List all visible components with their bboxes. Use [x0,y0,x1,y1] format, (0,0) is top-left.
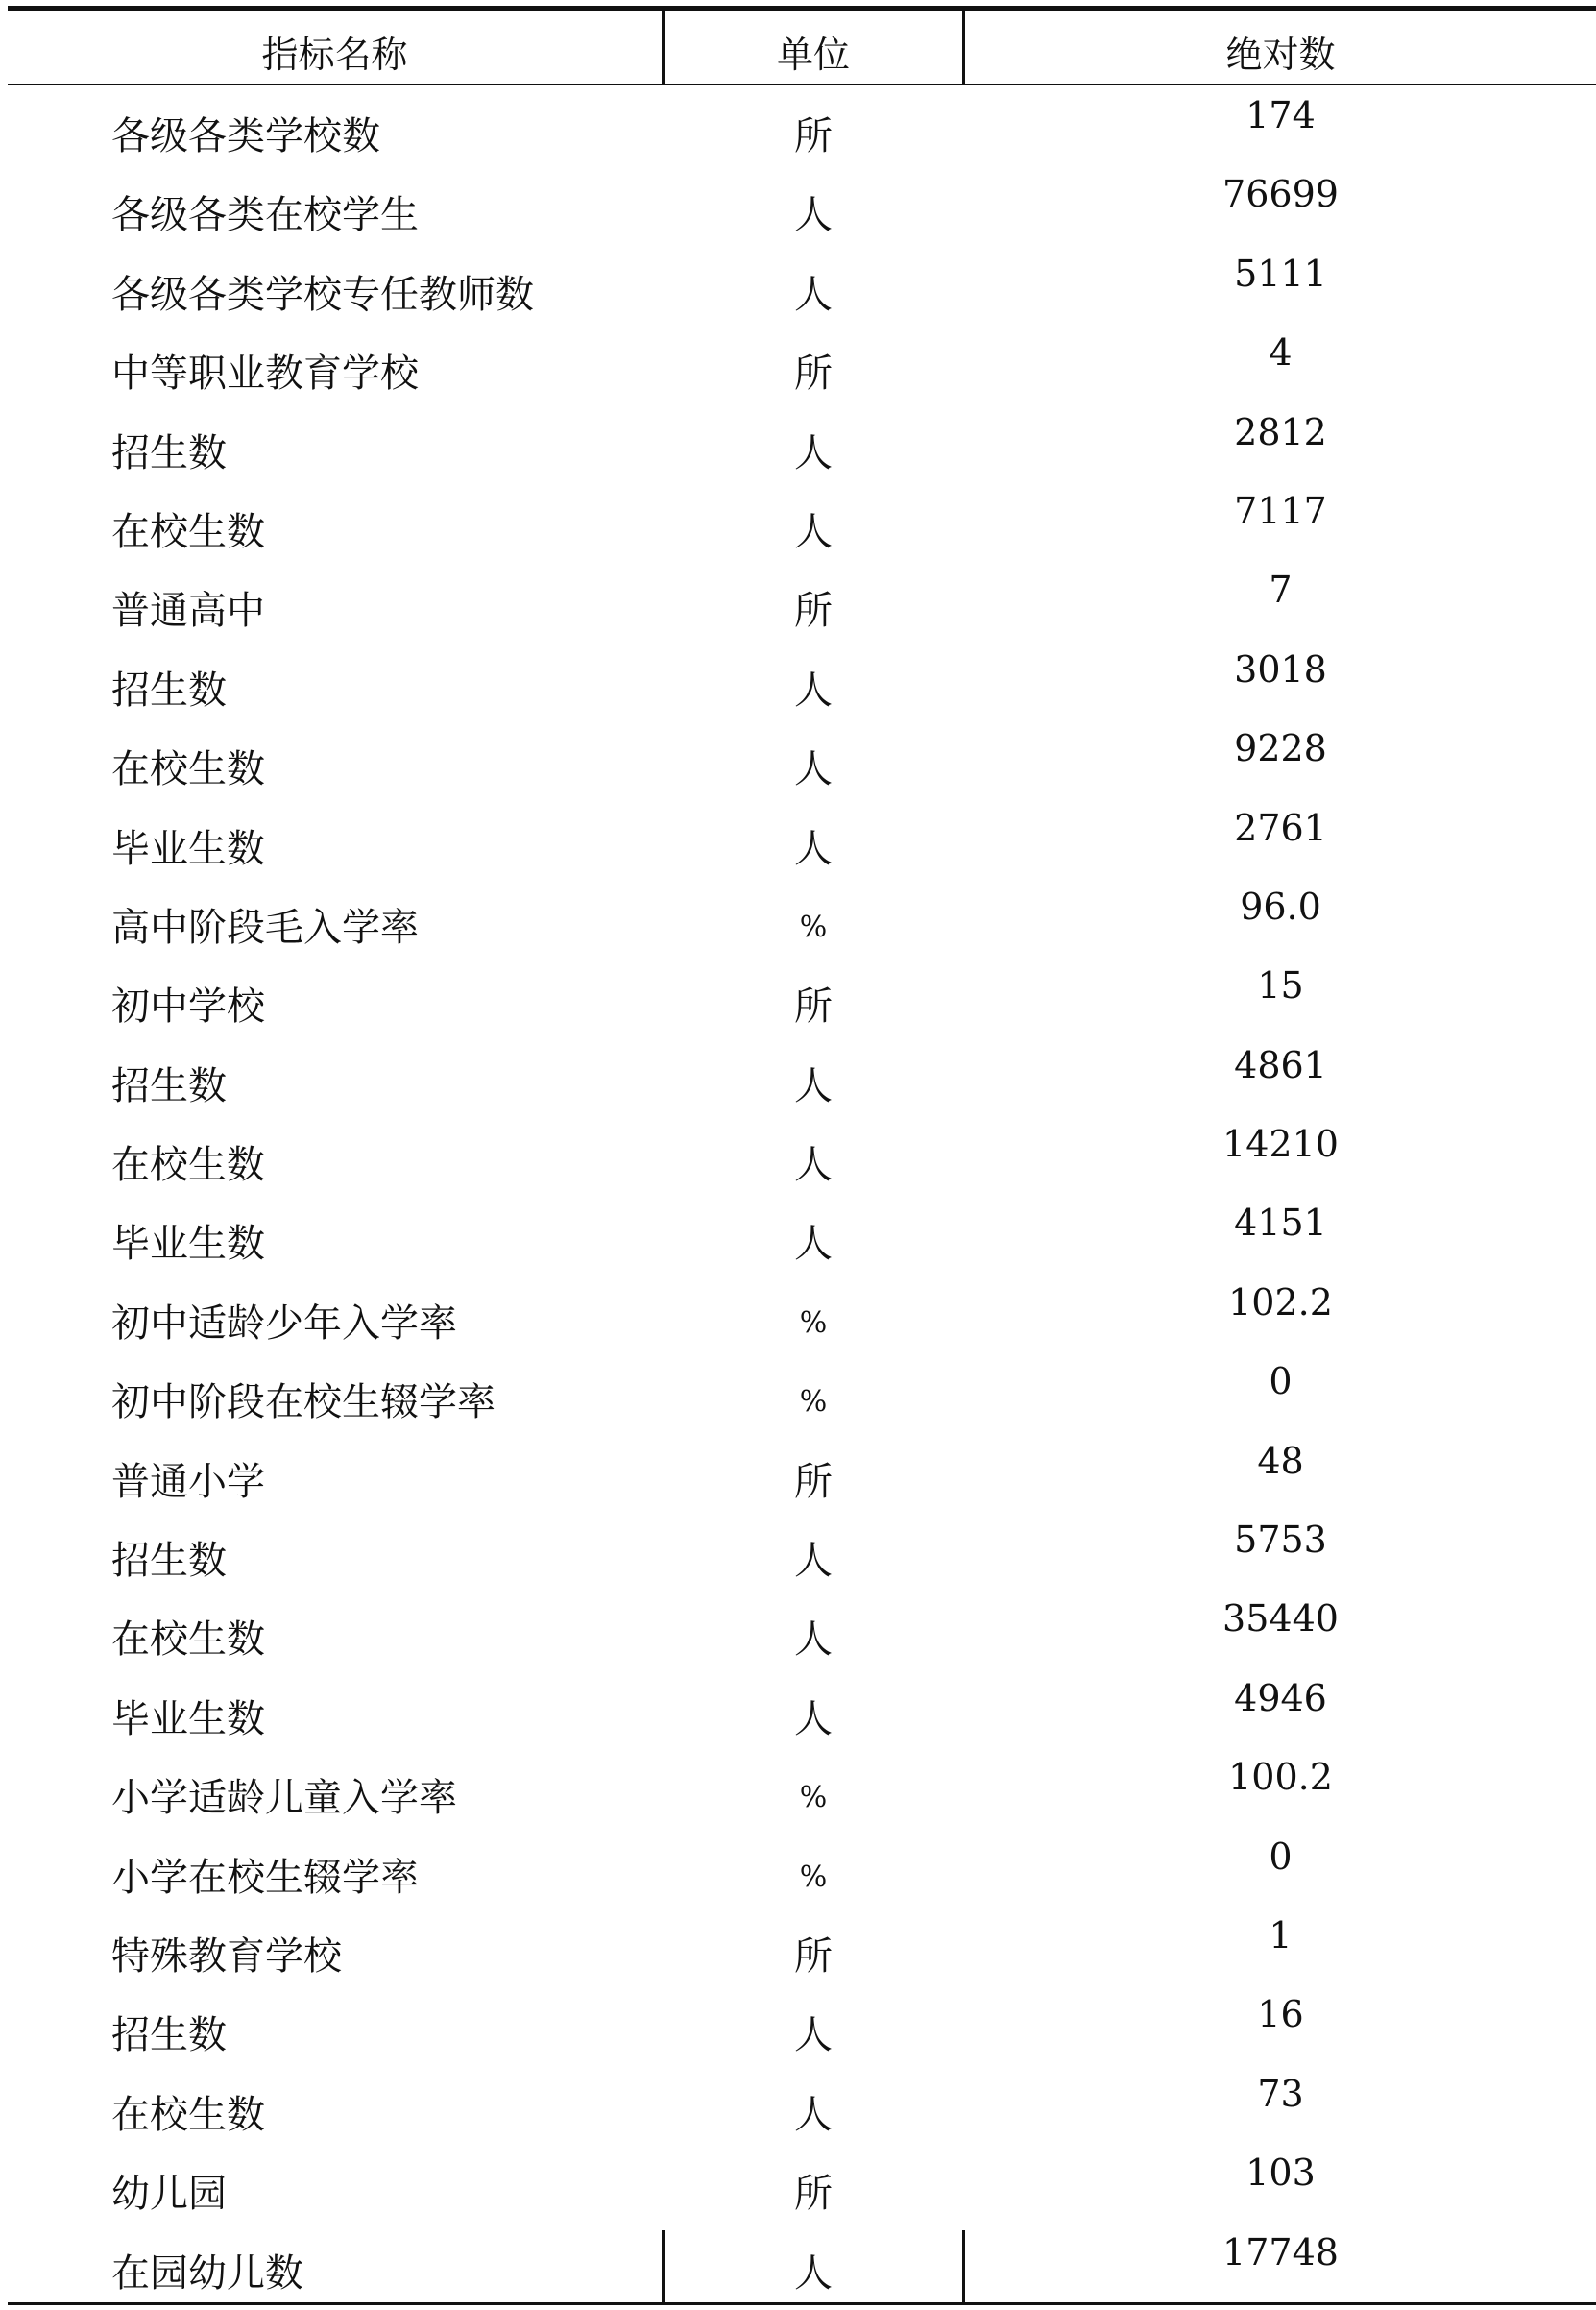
table-row [8,1035,1596,1114]
indicator-name: 在校生数 [111,1143,265,1188]
table-row [8,85,1596,164]
indicator-unit: % [799,1860,828,1894]
indicator-unit: 人 [794,1222,833,1267]
statistics-table [8,6,1596,2304]
indicator-value: 100.2 [1228,1756,1333,1799]
table-row [8,560,1596,639]
indicator-value: 4861 [1234,1043,1327,1086]
indicator-unit: 人 [794,2250,833,2296]
indicator-name: 招生数 [111,430,227,475]
indicator-unit: 人 [794,1617,833,1663]
indicator-unit: % [799,1305,828,1340]
indicator-unit: % [799,1385,828,1420]
indicator-name: 初中适龄少年入学率 [111,1301,457,1346]
table-row [8,1747,1596,1826]
indicator-name: 中等职业教育学校 [111,352,419,397]
indicator-unit: 所 [794,1933,833,1979]
indicator-value: 76699 [1222,173,1339,216]
indicator-name: 在校生数 [111,1617,265,1663]
indicator-value: 102.2 [1228,1280,1333,1324]
table-row [8,1351,1596,1430]
table-row [8,1906,1596,1984]
indicator-name: 在校生数 [111,747,265,792]
indicator-name: 特殊教育学校 [111,1933,342,1979]
indicator-unit: 所 [794,1459,833,1504]
header-absolute-value: 绝对数 [1225,34,1336,76]
indicator-value: 17748 [1222,2230,1339,2274]
indicator-value: 35440 [1222,1597,1339,1641]
footer-divider-2 [962,2230,965,2304]
indicator-name: 毕业生数 [111,1222,265,1267]
table-row [8,1827,1596,1906]
indicator-name: 招生数 [111,2013,227,2058]
indicator-unit: 人 [794,193,833,238]
table-row [8,640,1596,718]
indicator-value: 4 [1269,331,1293,375]
indicator-unit: 人 [794,2013,833,2058]
indicator-name: 毕业生数 [111,826,265,871]
indicator-value: 2812 [1234,410,1327,453]
indicator-unit: 人 [794,2092,833,2137]
indicator-name: 普通高中 [111,589,265,634]
indicator-value: 96.0 [1240,885,1321,928]
indicator-name: 在校生数 [111,509,265,554]
indicator-name: 在校生数 [111,2092,265,2137]
table-row [8,1273,1596,1351]
indicator-unit: 所 [794,589,833,634]
indicator-unit: 人 [794,1063,833,1108]
indicator-name: 各级各类学校专任教师数 [111,272,534,317]
table-row [8,718,1596,797]
indicator-value: 16 [1257,1993,1304,2036]
table-row [8,244,1596,323]
table-row [8,1668,1596,1747]
table-row [8,481,1596,560]
indicator-value: 9228 [1234,727,1327,770]
indicator-value: 7 [1269,569,1293,612]
indicator-value: 3018 [1234,647,1327,691]
indicator-unit: 所 [794,114,833,158]
table-row [8,877,1596,956]
table-row [8,1984,1596,2063]
indicator-value: 4946 [1234,1676,1327,1719]
indicator-value: 4151 [1234,1202,1327,1245]
indicator-name: 高中阶段毛入学率 [111,905,419,950]
table-row [8,1193,1596,1272]
indicator-unit: 人 [794,747,833,792]
indicator-name: 初中阶段在校生辍学率 [111,1380,496,1425]
indicator-unit: 所 [794,985,833,1030]
indicator-value: 0 [1269,1835,1293,1878]
table-row [8,956,1596,1034]
indicator-unit: 人 [794,272,833,317]
indicator-name: 普通小学 [111,1459,265,1504]
indicator-unit: 人 [794,668,833,713]
indicator-name: 在园幼儿数 [111,2250,303,2296]
table-row [8,164,1596,243]
indicator-value: 103 [1245,2152,1316,2195]
indicator-value: 48 [1257,1439,1304,1482]
indicator-value: 5753 [1234,1519,1327,1562]
indicator-unit: 人 [794,509,833,554]
indicator-unit: 人 [794,1539,833,1584]
indicator-unit: % [799,910,828,944]
indicator-value: 7117 [1234,489,1327,532]
table-row [8,1510,1596,1589]
table-row [8,323,1596,401]
indicator-value: 14210 [1222,1123,1339,1166]
indicator-name: 幼儿园 [111,2172,227,2217]
indicator-value: 174 [1245,94,1316,136]
indicator-unit: 人 [794,826,833,871]
table-row [8,2064,1596,2143]
table-row [8,1114,1596,1193]
indicator-value: 73 [1257,2072,1304,2115]
table-row [8,2143,1596,2222]
table-row [8,402,1596,481]
table-row [8,1589,1596,1667]
indicator-unit: 所 [794,352,833,397]
table-row [8,1431,1596,1510]
indicator-name: 招生数 [111,1063,227,1108]
indicator-name: 小学适龄儿童入学率 [111,1776,457,1821]
table-row [8,798,1596,877]
table-row [8,2223,1596,2301]
indicator-value: 5111 [1234,252,1327,295]
indicator-unit: 人 [794,1143,833,1188]
indicator-name: 各级各类学校数 [111,114,380,158]
table-body [8,85,1596,2301]
table-bottom-rule [8,2302,1596,2305]
indicator-value: 2761 [1234,806,1327,849]
indicator-name: 毕业生数 [111,1696,265,1741]
indicator-name: 小学在校生辍学率 [111,1855,419,1900]
indicator-unit: 人 [794,1696,833,1741]
indicator-name: 招生数 [111,1539,227,1584]
indicator-value: 15 [1257,964,1304,1008]
indicator-value: 0 [1269,1360,1293,1403]
indicator-unit: 人 [794,430,833,475]
indicator-name: 初中学校 [111,985,265,1030]
indicator-name: 各级各类在校学生 [111,193,419,238]
indicator-value: 1 [1269,1913,1293,1957]
indicator-name: 招生数 [111,668,227,713]
table-header [8,11,1596,84]
footer-divider-1 [662,2230,665,2304]
header-indicator-name: 指标名称 [261,34,408,76]
header-unit: 单位 [776,34,850,76]
indicator-unit: % [799,1781,828,1815]
indicator-unit: 所 [794,2172,833,2217]
